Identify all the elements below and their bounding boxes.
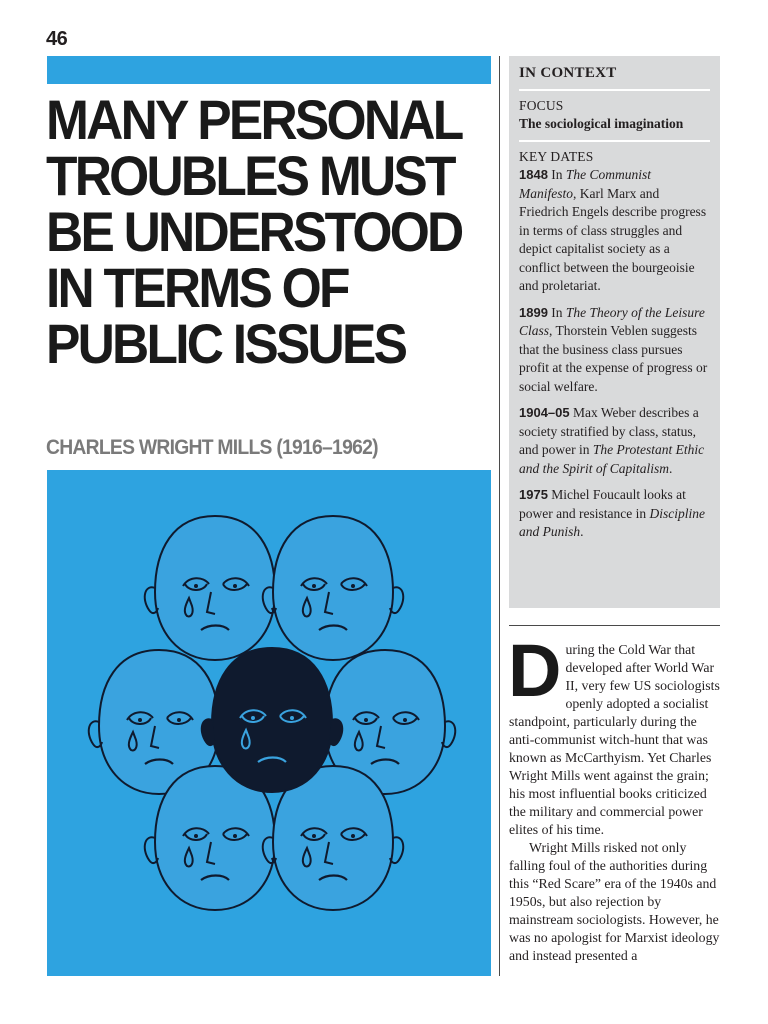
body-paragraph: Wright Mills risked not only falling foul of the authorities during this “Red Scare” era of the 1940s and 1950s, but also rejection by mainstream sociologists. However, he was no apologist for Marxist ideology and instead presented a [509, 840, 720, 963]
headline [46, 88, 462, 375]
key-date-entry [519, 404, 710, 478]
key-date-text: Michel Foucault looks at power and resistance in [519, 487, 686, 521]
headline-line: IN TERMS OF [46, 256, 348, 319]
key-date-year: 1848 [519, 167, 548, 182]
focus-label: FOCUS [519, 97, 564, 113]
key-date-year: 1904–05 [519, 405, 570, 420]
key-date-title: Discipline and Punish [519, 505, 705, 539]
key-date-text: , Karl Marx and Friedrich Engels describe progress in terms of class struggles and depict capitalist society as a conflict between the bourgeoisie and proletariat. [519, 185, 707, 293]
in-context-title: IN CONTEXT [519, 64, 710, 91]
key-date-text: , Thorstein Veblen suggests that the business class pursues profit at the expense of progress or social welfare. [519, 323, 708, 394]
in-context-sidebar [509, 56, 720, 608]
key-dates-label: KEY DATES [519, 148, 594, 164]
author-byline: CHARLES WRIGHT MILLS (1916–1962) [46, 436, 378, 459]
headline-line: MANY PERSONAL [46, 88, 462, 151]
headline-line: TROUBLES MUST [46, 144, 454, 207]
accent-bar [47, 56, 491, 84]
key-date-year: 1899 [519, 304, 548, 320]
face-top-right [263, 516, 404, 660]
key-date-entry [519, 304, 710, 397]
paragraph-text: uring the Cold War that developed after World War II, very few US sociologists openly adopted a socialist standpoint, particularly during the anti-communist witch-hunt that was known as McCarthyism. Yet Charles Wright Mills went against the grain; his most influential books criticized the military and commercial power elites of his time. [509, 642, 720, 837]
key-date-title: The Protestant Ethic and the Spirit of Capitalism [519, 442, 705, 476]
headline-line: BE UNDERSTOOD [46, 200, 462, 263]
key-date-entry [519, 166, 710, 296]
key-date-title: The Communist Manifesto [519, 167, 652, 201]
column-divider [499, 56, 500, 976]
crying-faces-svg [47, 470, 491, 976]
drop-cap: D [508, 629, 560, 712]
crying-faces-illustration [47, 470, 491, 976]
key-date-text: . [669, 460, 673, 476]
key-date-text: In [547, 304, 566, 320]
section-rule [509, 625, 720, 626]
key-date-text: Max Weber describes a society stratified by class, status, and power in [519, 405, 699, 457]
page-number: 46 [46, 28, 68, 50]
headline-line: PUBLIC ISSUES [46, 312, 406, 375]
body-paragraph [508, 629, 720, 839]
focus-value: The sociological imagination [519, 115, 710, 142]
face-top-left [145, 516, 286, 660]
key-date-text: In [547, 167, 566, 182]
key-date-title: The Theory of the Leisure Class [519, 304, 705, 338]
article-body [508, 629, 720, 965]
key-date-text: . [580, 524, 584, 539]
key-date-entry [519, 486, 710, 542]
key-date-year: 1975 [519, 487, 548, 502]
